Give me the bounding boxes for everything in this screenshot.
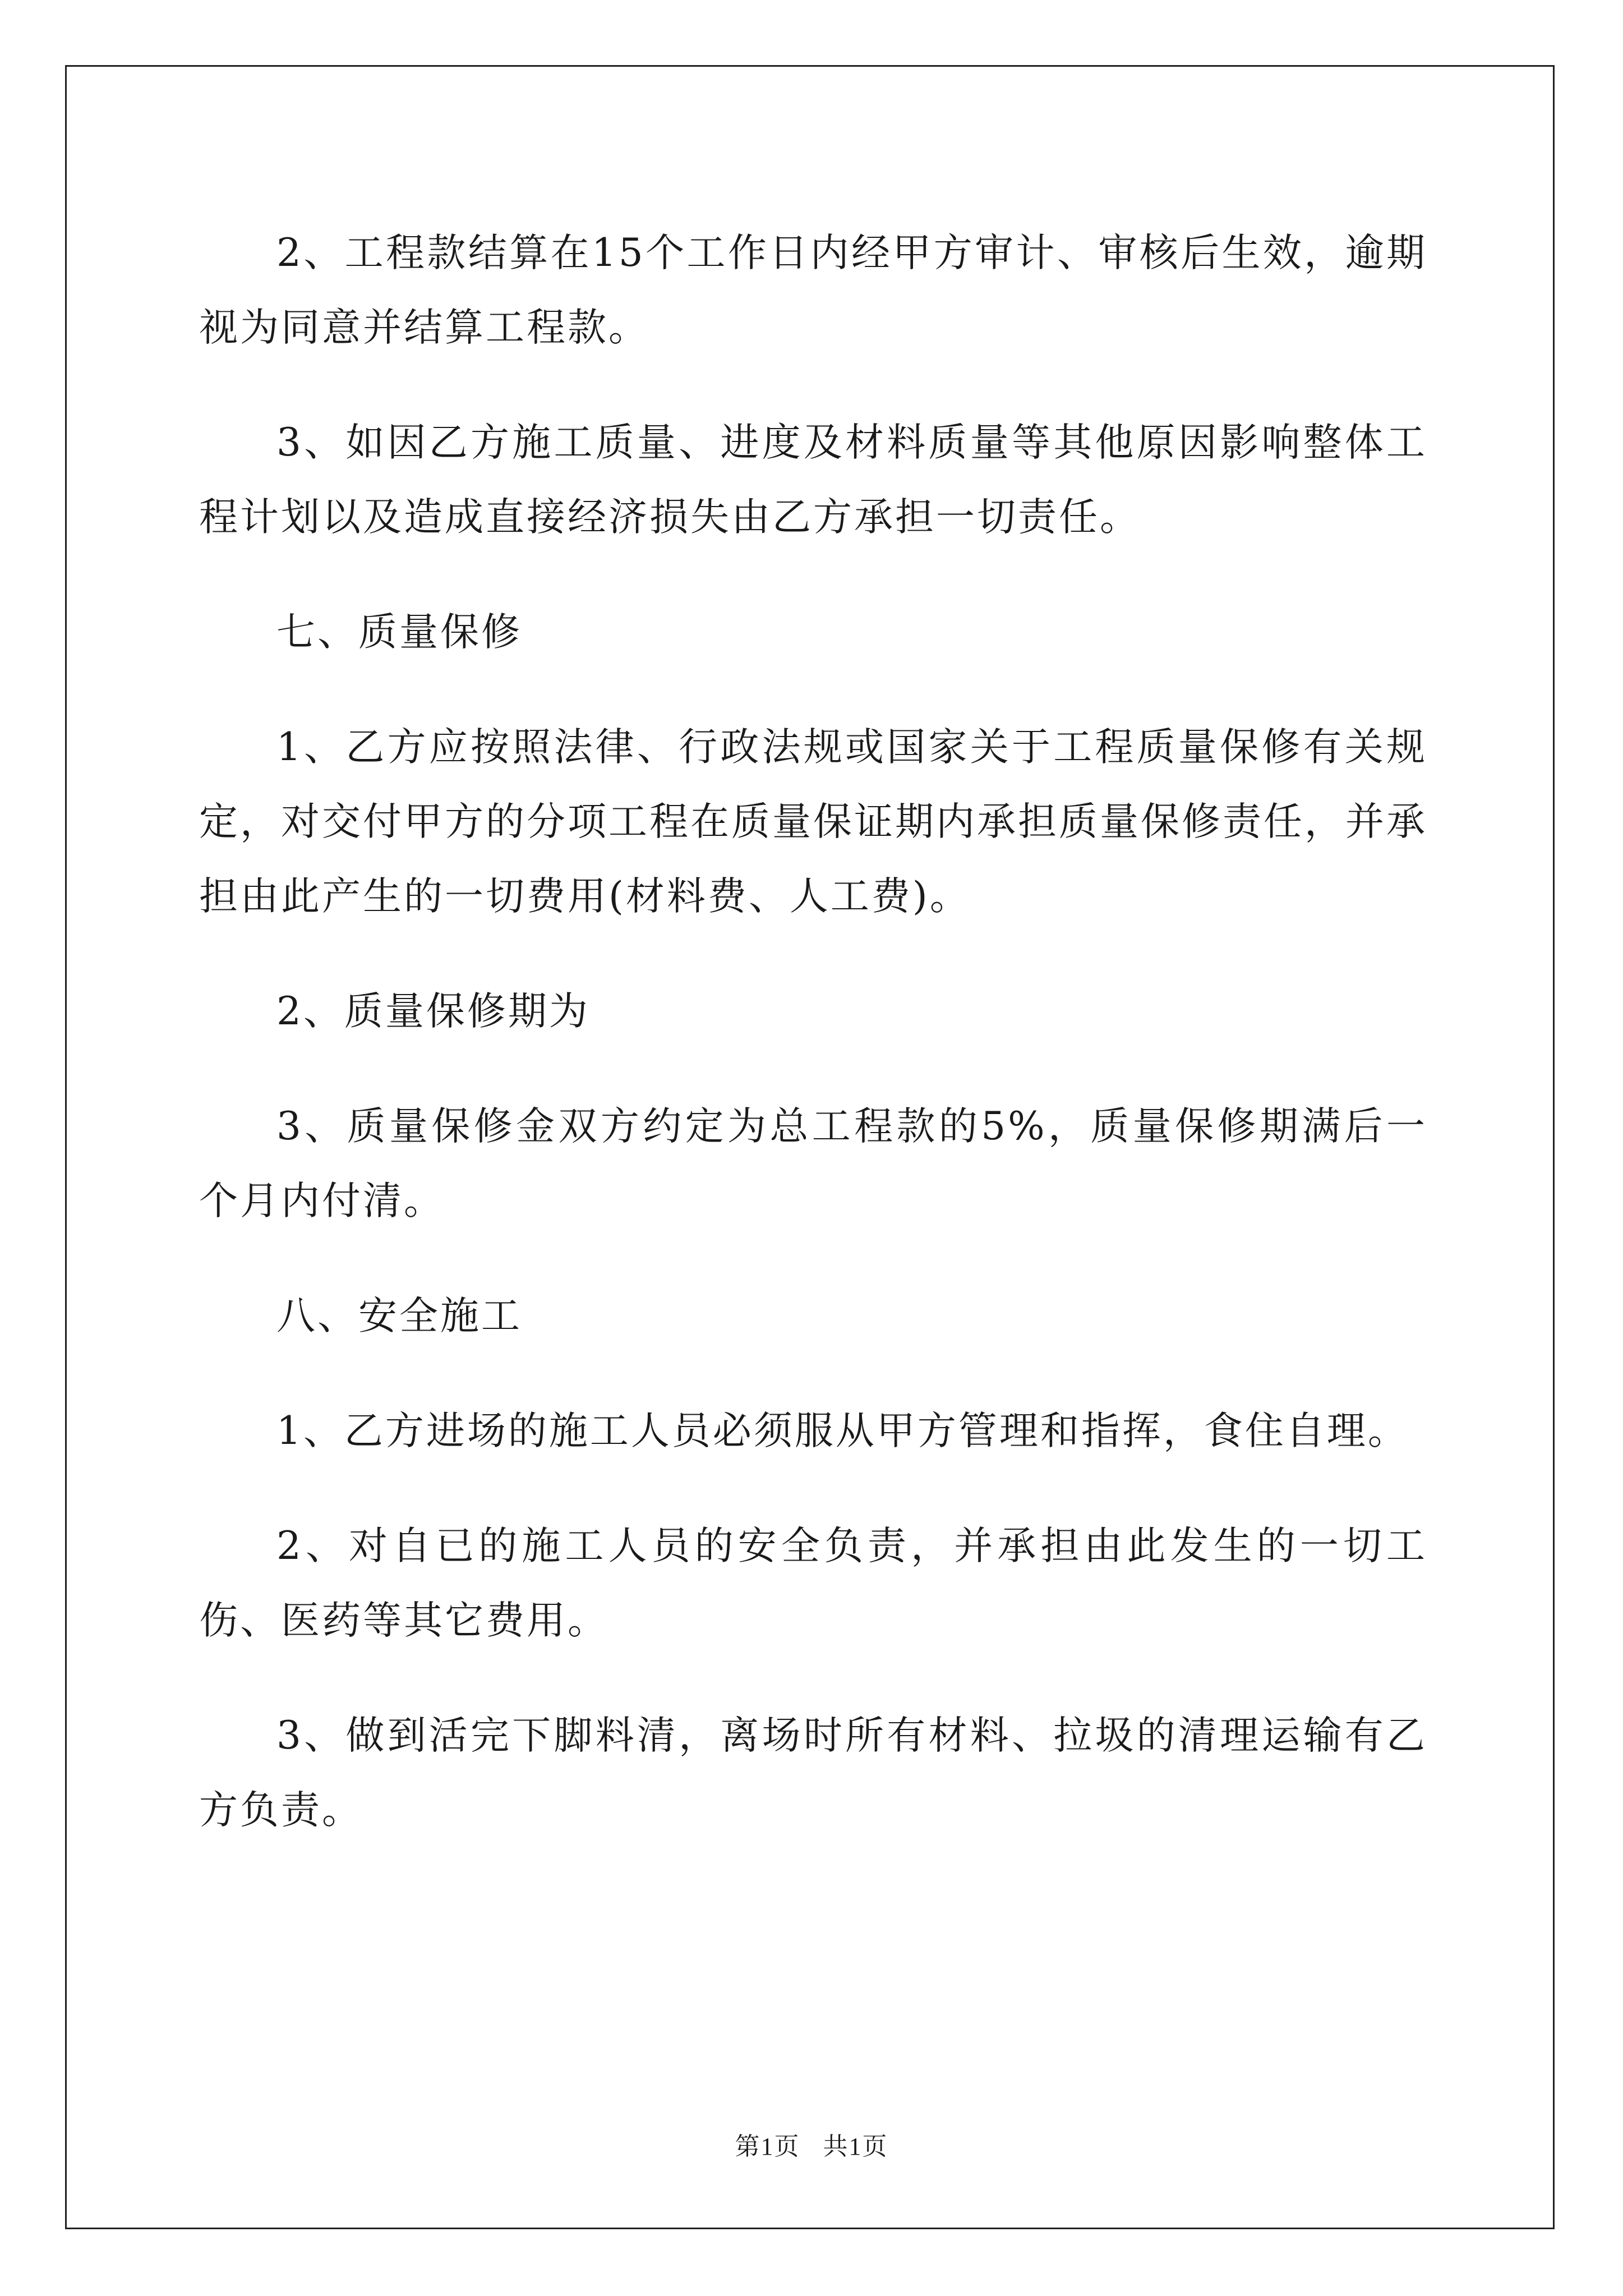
paragraph: 3、做到活完下脚料清，离场时所有材料、拉圾的清理运输有乙方负责。: [199, 1713, 1427, 1833]
paragraph: 3、如因乙方施工质量、进度及材料质量等其他原因影响整体工程计划以及造成直接经济损失由乙方承担一切责任。: [199, 420, 1427, 540]
section-heading: 八、安全施工: [276, 1294, 522, 1338]
paragraph: 2、工程款结算在15个工作日内经甲方审计、审核后生效，逾期视为同意并结算工程款。: [199, 231, 1427, 350]
paragraph: 1、乙方应按照法律、行政法规或国家关于工程质量保修有关规定，对交付甲方的分项工程在质量保证期内承担质量保修责任，并承担由此产生的一切费用(材料费、人工费)。: [199, 725, 1427, 919]
section-heading: 七、质量保修: [276, 610, 522, 655]
paragraph: 2、质量保修期为: [276, 989, 590, 1034]
paragraph: 3、质量保修金双方约定为总工程款的5%，质量保修期满后一个月内付清。: [199, 1104, 1427, 1223]
page-number: 第1页: [735, 2133, 800, 2160]
page-footer: [0, 2126, 1623, 2162]
paragraph: 2、对自已的施工人员的安全负责，并承担由此发生的一切工伤、医药等其它费用。: [199, 1524, 1427, 1643]
paragraph: 1、乙方进场的施工人员必须服从甲方管理和指挥，食住自理。: [276, 1409, 1409, 1453]
page-total: 共1页: [823, 2133, 888, 2160]
document-body: [199, 216, 1427, 1888]
